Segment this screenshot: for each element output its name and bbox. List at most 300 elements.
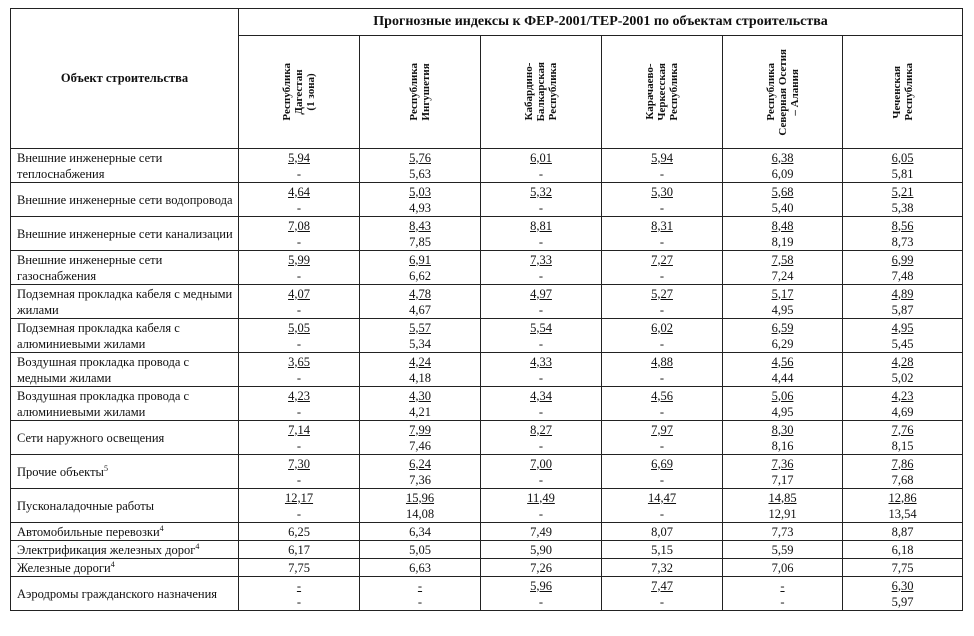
index-cell	[239, 285, 360, 319]
index-cell	[843, 577, 963, 611]
index-value: 7,99	[409, 422, 431, 437]
table-row	[11, 455, 963, 489]
index-value: 14,47	[647, 490, 677, 505]
index-value-secondary: -	[659, 166, 665, 181]
index-value-secondary: 6,09	[771, 166, 794, 181]
index-cell	[723, 353, 843, 387]
object-name	[11, 523, 239, 541]
index-value-secondary: -	[538, 166, 544, 181]
object-name	[11, 559, 239, 577]
index-value-secondary: 4,21	[409, 404, 431, 419]
object-name	[11, 251, 239, 285]
index-value: 7,36	[771, 456, 794, 471]
index-value: 4,33	[530, 354, 552, 369]
index-value-secondary: -	[538, 268, 544, 283]
index-cell	[602, 149, 723, 183]
index-cell	[360, 319, 481, 353]
index-cell	[239, 559, 360, 577]
region-header	[602, 36, 723, 149]
index-cell	[602, 421, 723, 455]
object-name	[11, 319, 239, 353]
index-value: 5,30	[651, 184, 673, 199]
index-cell	[602, 523, 723, 541]
index-cell	[843, 217, 963, 251]
index-value-secondary: 8,15	[891, 438, 914, 453]
index-cell	[481, 541, 602, 559]
index-cell	[360, 421, 481, 455]
index-value: 6,38	[771, 150, 794, 165]
index-value: 5,96	[530, 578, 552, 593]
index-cell	[602, 251, 723, 285]
index-cell	[843, 183, 963, 217]
index-value: 7,26	[530, 560, 552, 575]
index-value: 7,76	[891, 422, 914, 437]
index-cell	[360, 559, 481, 577]
index-value: 5,68	[771, 184, 794, 199]
index-value-secondary: 7,68	[891, 472, 914, 487]
table-row	[11, 577, 963, 611]
footnote-ref: 4	[110, 559, 115, 569]
index-value: 4,23	[891, 388, 914, 403]
region-header	[481, 36, 602, 149]
index-value: 15,96	[405, 490, 435, 505]
index-cell	[481, 559, 602, 577]
index-value: 5,05	[288, 320, 310, 335]
index-cell	[723, 523, 843, 541]
index-cell	[239, 217, 360, 251]
index-value: 5,94	[651, 150, 673, 165]
index-value: 4,34	[530, 388, 552, 403]
table-body	[11, 149, 963, 611]
table-row	[11, 559, 963, 577]
index-value: 7,58	[771, 252, 794, 267]
table-row	[11, 217, 963, 251]
index-cell	[481, 285, 602, 319]
region-label: Карачаево- Черкесская Республика	[644, 63, 680, 121]
index-value: 5,99	[288, 252, 310, 267]
index-value: 5,27	[651, 286, 673, 301]
table-row	[11, 421, 963, 455]
index-value: 6,01	[530, 150, 552, 165]
index-value-secondary: -	[538, 200, 544, 215]
object-name	[11, 149, 239, 183]
table-title: Прогнозные индексы к ФЕР-2001/ТЕР-2001 по объектам строительства	[239, 9, 963, 36]
index-value-secondary: 5,40	[771, 200, 794, 215]
index-cell	[239, 421, 360, 455]
index-value-secondary: 8,16	[771, 438, 794, 453]
region-label: Республика Северная Осетия – Алания	[764, 48, 801, 136]
object-name	[11, 353, 239, 387]
index-cell	[723, 559, 843, 577]
object-name-text: Автомобильные перевозки	[17, 524, 160, 539]
index-cell	[843, 149, 963, 183]
index-value: 5,17	[771, 286, 794, 301]
table-row	[11, 353, 963, 387]
index-value: 6,34	[409, 524, 431, 539]
index-cell	[602, 541, 723, 559]
index-cell	[360, 577, 481, 611]
index-value: 7,97	[651, 422, 673, 437]
index-value: 8,43	[409, 218, 431, 233]
index-value: 6,18	[891, 542, 914, 557]
index-cell	[481, 577, 602, 611]
index-value-secondary: 5,87	[891, 302, 914, 317]
object-name	[11, 183, 239, 217]
object-name-text: Прочие объекты	[17, 464, 104, 479]
index-value-secondary: 13,54	[888, 506, 917, 521]
index-value: 6,99	[891, 252, 914, 267]
region-label: Республика Дагестан (1 зона)	[281, 63, 317, 121]
index-cell	[602, 183, 723, 217]
index-value-secondary: 7,17	[771, 472, 794, 487]
index-value: 6,25	[288, 524, 310, 539]
index-value-secondary: -	[296, 404, 302, 419]
index-value-secondary: 4,95	[771, 404, 794, 419]
index-value-secondary: 7,36	[409, 472, 431, 487]
index-value: 8,87	[891, 524, 914, 539]
index-cell	[481, 523, 602, 541]
table-row	[11, 251, 963, 285]
index-value: 5,57	[409, 320, 431, 335]
table-row	[11, 285, 963, 319]
index-value: 4,24	[409, 354, 431, 369]
index-value: 5,32	[530, 184, 552, 199]
index-value-secondary: 12,91	[768, 506, 797, 521]
index-cell	[360, 217, 481, 251]
index-cell	[481, 421, 602, 455]
table-row	[11, 489, 963, 523]
region-label: Чеченская Республика	[890, 63, 915, 121]
index-value-secondary: -	[538, 234, 544, 249]
index-value-secondary: -	[296, 336, 302, 351]
index-value-secondary: 4,44	[771, 370, 794, 385]
index-value: 5,54	[530, 320, 552, 335]
index-value: 7,73	[771, 524, 794, 539]
index-value-secondary: -	[296, 594, 302, 609]
index-value-secondary: -	[659, 370, 665, 385]
index-cell	[360, 455, 481, 489]
index-value: 6,17	[288, 542, 310, 557]
index-value-secondary: 5,45	[891, 336, 914, 351]
index-cell	[360, 183, 481, 217]
object-name	[11, 217, 239, 251]
index-cell	[239, 183, 360, 217]
index-value: 4,56	[771, 354, 794, 369]
index-cell	[723, 251, 843, 285]
index-value: 7,75	[288, 560, 310, 575]
index-cell	[723, 455, 843, 489]
object-column-header: Объект строительства	[11, 9, 239, 149]
index-value: 4,95	[891, 320, 914, 335]
index-value-secondary: 7,46	[409, 438, 431, 453]
index-cell	[360, 541, 481, 559]
object-name-text: Воздушная прокладка провода с алюминиевыми жилами	[17, 388, 190, 419]
index-value: 7,27	[651, 252, 673, 267]
index-cell	[723, 577, 843, 611]
index-value-secondary: -	[659, 438, 665, 453]
index-cell	[360, 489, 481, 523]
index-cell	[723, 285, 843, 319]
index-value: 8,07	[651, 524, 673, 539]
index-cell	[239, 387, 360, 421]
index-cell	[843, 387, 963, 421]
index-value: 5,94	[288, 150, 310, 165]
index-value-secondary: 5,38	[891, 200, 914, 215]
index-cell	[723, 319, 843, 353]
index-value-secondary: 14,08	[405, 506, 435, 521]
index-value: 4,97	[530, 286, 552, 301]
index-value-secondary: -	[296, 438, 302, 453]
table-row	[11, 387, 963, 421]
index-value: 7,30	[288, 456, 310, 471]
index-value-secondary: -	[659, 302, 665, 317]
index-value: 8,27	[530, 422, 552, 437]
index-cell	[723, 387, 843, 421]
index-value: 4,30	[409, 388, 431, 403]
index-cell	[723, 183, 843, 217]
index-value: 12,17	[284, 490, 314, 505]
index-value: 4,64	[288, 184, 310, 199]
footnote-ref: 4	[195, 541, 200, 551]
table-row	[11, 319, 963, 353]
index-value: 7,06	[771, 560, 794, 575]
index-cell	[360, 387, 481, 421]
index-cell	[843, 319, 963, 353]
index-value-secondary: -	[538, 302, 544, 317]
index-cell	[481, 251, 602, 285]
index-cell	[481, 353, 602, 387]
table-row	[11, 541, 963, 559]
table-row	[11, 149, 963, 183]
index-cell	[481, 217, 602, 251]
index-value: 7,75	[891, 560, 914, 575]
index-cell	[723, 149, 843, 183]
index-value-secondary: -	[296, 302, 302, 317]
table-row	[11, 183, 963, 217]
index-value-secondary: -	[538, 472, 544, 487]
object-name-text: Подземная прокладка кабеля с алюминиевыми жилами	[17, 320, 180, 351]
index-value: 14,85	[768, 490, 797, 505]
index-cell	[843, 559, 963, 577]
index-value-secondary: 8,19	[771, 234, 794, 249]
region-header	[360, 36, 481, 149]
index-cell	[239, 251, 360, 285]
index-value-secondary: -	[538, 506, 544, 521]
index-value: 8,48	[771, 218, 794, 233]
index-cell	[239, 489, 360, 523]
index-value: -	[296, 578, 302, 593]
index-cell	[602, 217, 723, 251]
index-cell	[723, 541, 843, 559]
index-value: 7,00	[530, 456, 552, 471]
object-name-text: Сети наружного освещения	[17, 430, 165, 445]
footnote-ref: 5	[103, 463, 108, 473]
index-cell	[360, 285, 481, 319]
object-name	[11, 421, 239, 455]
index-value-secondary: -	[296, 200, 302, 215]
index-cell	[360, 149, 481, 183]
index-value: 4,89	[891, 286, 914, 301]
index-cell	[723, 217, 843, 251]
index-value: 6,24	[409, 456, 431, 471]
index-value: 8,81	[530, 218, 552, 233]
index-value-secondary: 4,95	[771, 302, 794, 317]
index-value-secondary: -	[659, 268, 665, 283]
index-cell	[602, 387, 723, 421]
index-value-secondary: 7,85	[409, 234, 431, 249]
index-value-secondary: -	[538, 438, 544, 453]
index-value: -	[780, 578, 785, 593]
index-cell	[843, 541, 963, 559]
index-value-secondary: -	[296, 506, 302, 521]
index-value-secondary: 5,34	[409, 336, 431, 351]
index-value: 7,86	[891, 456, 914, 471]
region-header	[723, 36, 843, 149]
index-value-secondary: -	[659, 472, 665, 487]
object-name	[11, 489, 239, 523]
footnote-ref: 4	[159, 523, 164, 533]
object-name-text: Электрификация железных дорог	[17, 542, 196, 557]
object-name-text: Внешние инженерные сети теплоснабжения	[17, 150, 163, 181]
index-value: 4,07	[288, 286, 310, 301]
index-cell	[481, 183, 602, 217]
index-value: 5,21	[891, 184, 914, 199]
forecast-index-table	[10, 8, 963, 611]
index-cell	[843, 455, 963, 489]
index-value: 4,28	[891, 354, 914, 369]
index-value: 6,63	[409, 560, 431, 575]
object-name	[11, 577, 239, 611]
object-name-text: Внешние инженерные сети водопровода	[17, 192, 233, 207]
index-cell	[360, 523, 481, 541]
index-value: 6,91	[409, 252, 431, 267]
index-cell	[723, 421, 843, 455]
index-value-secondary: 4,69	[891, 404, 914, 419]
index-cell	[239, 577, 360, 611]
index-cell	[481, 149, 602, 183]
index-value: 4,23	[288, 388, 310, 403]
index-value-secondary: 7,48	[891, 268, 914, 283]
object-name-text: Внешние инженерные сети газоснабжения	[17, 252, 163, 283]
index-value: 6,69	[651, 456, 673, 471]
index-cell	[239, 523, 360, 541]
index-value: 7,33	[530, 252, 552, 267]
index-cell	[481, 319, 602, 353]
index-value: 4,78	[409, 286, 431, 301]
index-cell	[360, 251, 481, 285]
index-cell	[843, 285, 963, 319]
index-value: 8,31	[651, 218, 673, 233]
index-value-secondary: -	[659, 404, 665, 419]
index-value-secondary: -	[659, 234, 665, 249]
index-value: -	[417, 578, 423, 593]
index-value-secondary: 5,81	[891, 166, 914, 181]
object-name-text: Внешние инженерные сети канализации	[17, 226, 233, 241]
index-cell	[843, 251, 963, 285]
index-value: 6,59	[771, 320, 794, 335]
index-value-secondary: -	[538, 336, 544, 351]
index-value: 4,88	[651, 354, 673, 369]
object-name-text: Воздушная прокладка провода с медными жилами	[17, 354, 190, 385]
region-header	[843, 36, 963, 149]
index-cell	[481, 455, 602, 489]
index-cell	[602, 559, 723, 577]
index-value-secondary: 4,67	[409, 302, 431, 317]
index-cell	[481, 489, 602, 523]
index-value: 7,49	[530, 524, 552, 539]
index-value: 5,76	[409, 150, 431, 165]
index-cell	[602, 455, 723, 489]
index-value-secondary: 5,02	[891, 370, 914, 385]
index-value-secondary: -	[659, 594, 665, 609]
table-row	[11, 523, 963, 541]
index-value: 5,06	[771, 388, 794, 403]
index-value-secondary: 6,62	[409, 268, 431, 283]
index-value: 11,49	[527, 490, 555, 505]
object-name-text: Пусконаладочные работы	[17, 498, 155, 513]
index-value: 12,86	[888, 490, 917, 505]
index-cell	[239, 455, 360, 489]
index-value-secondary: -	[659, 506, 665, 521]
index-cell	[843, 523, 963, 541]
index-value: 5,90	[530, 542, 552, 557]
index-value: 7,47	[651, 578, 673, 593]
object-name-text: Аэродромы гражданского назначения	[17, 586, 218, 601]
index-value: 7,14	[288, 422, 310, 437]
index-cell	[239, 319, 360, 353]
index-value: 5,03	[409, 184, 431, 199]
object-name-text: Подземная прокладка кабеля с медными жилами	[17, 286, 233, 317]
index-cell	[602, 285, 723, 319]
index-value-secondary: -	[296, 234, 302, 249]
index-value-secondary: 4,18	[409, 370, 431, 385]
index-cell	[239, 541, 360, 559]
region-label: Кабардино- Балкарская Республика	[523, 62, 559, 122]
object-name	[11, 285, 239, 319]
index-value-secondary: -	[659, 336, 665, 351]
object-name-text: Железные дороги	[17, 560, 111, 575]
index-value-secondary: -	[296, 166, 302, 181]
index-value: 6,30	[891, 578, 914, 593]
index-value-secondary: 7,24	[771, 268, 794, 283]
index-value-secondary: -	[296, 268, 302, 283]
index-value-secondary: 6,29	[771, 336, 794, 351]
index-value: 5,59	[771, 542, 794, 557]
object-name	[11, 387, 239, 421]
index-value-secondary: -	[538, 370, 544, 385]
index-value: 5,05	[409, 542, 431, 557]
index-value: 6,02	[651, 320, 673, 335]
index-value: 4,56	[651, 388, 673, 403]
index-value-secondary: -	[296, 370, 302, 385]
index-value: 3,65	[288, 354, 310, 369]
index-cell	[602, 353, 723, 387]
index-value: 7,32	[651, 560, 673, 575]
index-value-secondary: 5,63	[409, 166, 431, 181]
index-value-secondary: -	[659, 200, 665, 215]
index-value-secondary: 5,97	[891, 594, 914, 609]
index-value: 6,05	[891, 150, 914, 165]
index-value-secondary: -	[296, 472, 302, 487]
region-label: Республика Ингушетия	[408, 63, 432, 121]
object-name	[11, 541, 239, 559]
index-value: 7,08	[288, 218, 310, 233]
index-cell	[239, 353, 360, 387]
index-value-secondary: 8,73	[891, 234, 914, 249]
index-value: 8,30	[771, 422, 794, 437]
object-name	[11, 455, 239, 489]
region-header	[239, 36, 360, 149]
